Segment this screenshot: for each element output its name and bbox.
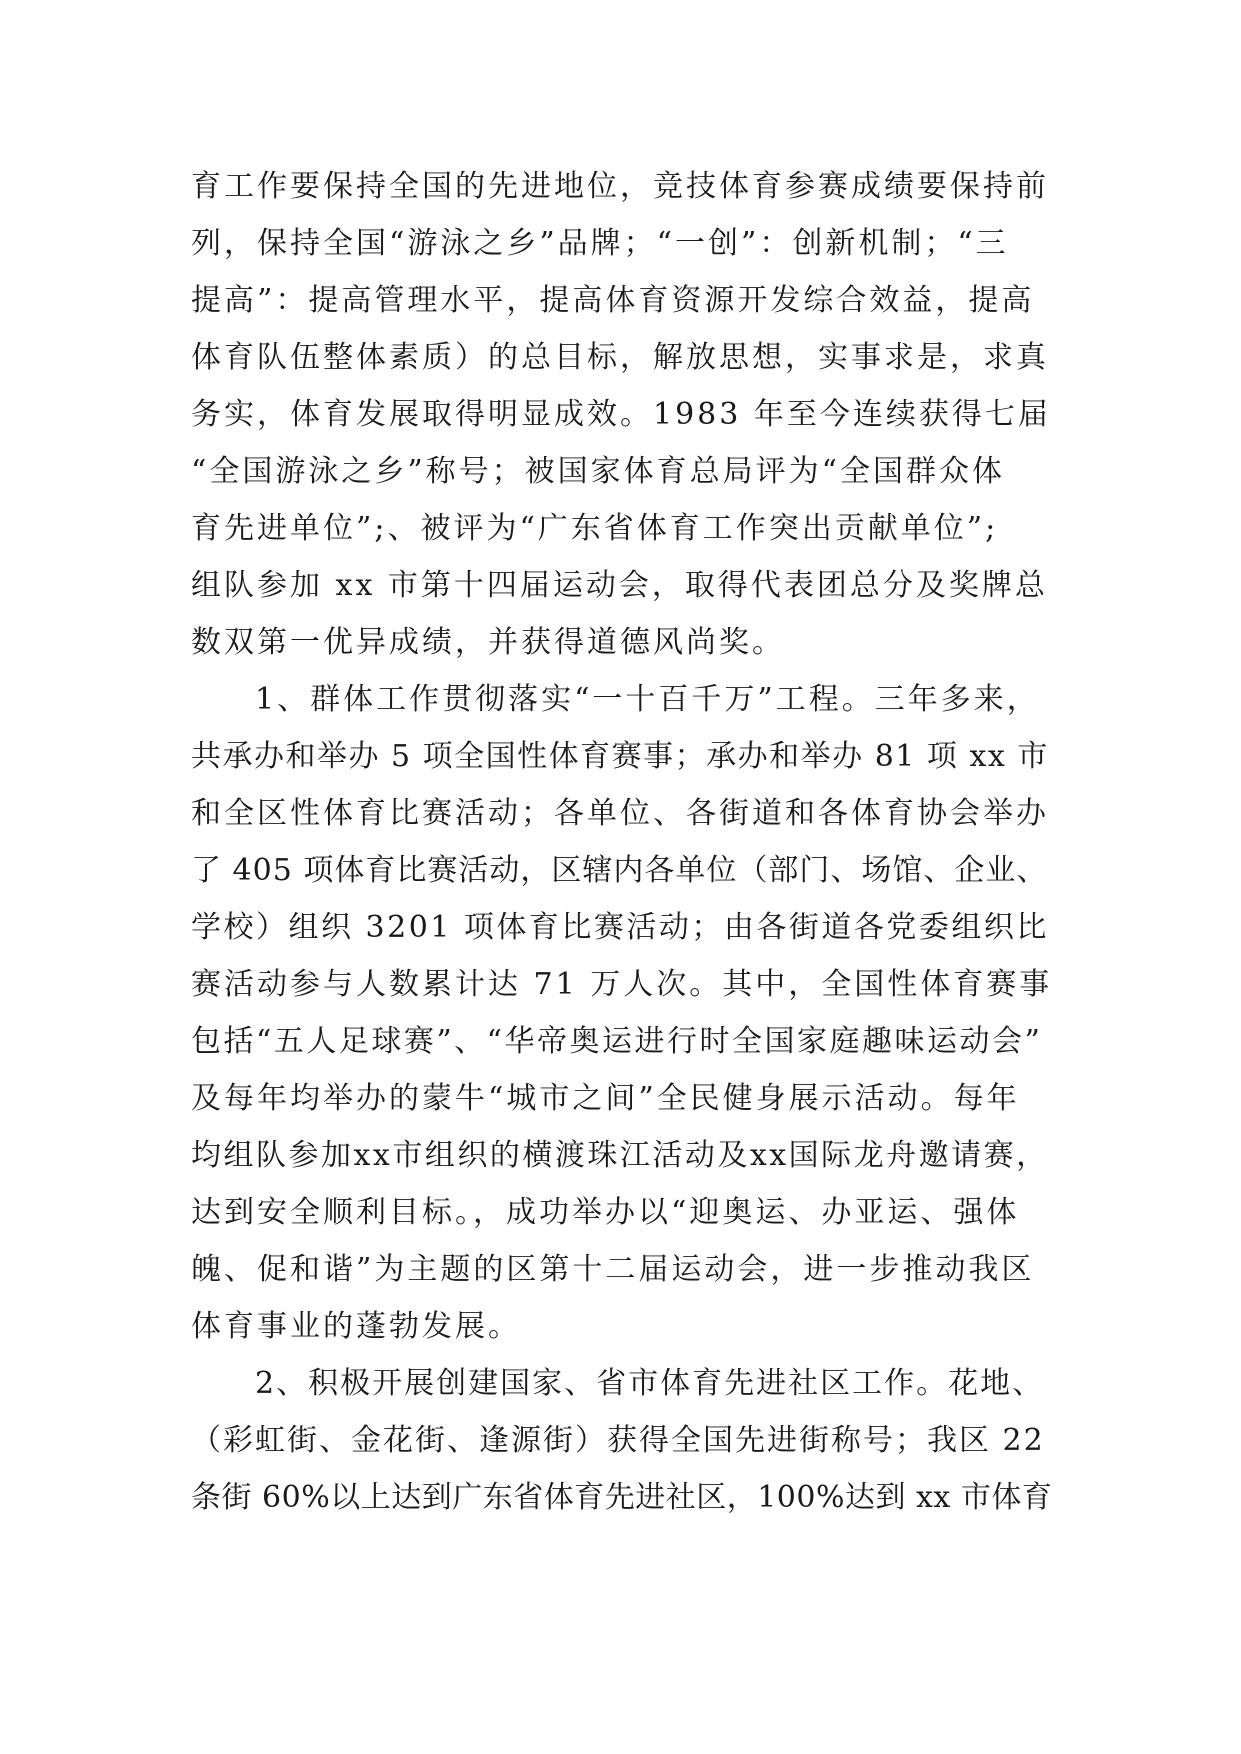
text-line: 育先进单位”;、被评为“广东省体育工作突出贡献单位”; (191, 511, 999, 546)
paragraph-start-line: 2、积极开展创建国家、省市体育先进社区工作。花地、 (255, 1366, 1045, 1401)
text-line: 均组队参加xx市组织的横渡珠江活动及xx国际龙舟邀请赛， (191, 1138, 1049, 1173)
text-line: 学校）组织 3201 项体育比赛活动；由各街道各党委组织比 (191, 910, 1049, 945)
text-line: 务实，体育发展取得明显成效。1983 年至今连续获得七届 (191, 397, 1051, 432)
text-line: 数双第一优异成绩，并获得道德风尚奖。 (191, 625, 785, 660)
body-text (191, 158, 1051, 1526)
text-line: “全国游泳之乡”称号；被国家体育总局评为“全国群众体 (191, 454, 1006, 489)
text-line: 条街 60%以上达到广东省体育先进社区，100%达到 xx 市体育 (191, 1480, 1053, 1515)
text-line: 列，保持全国“游泳之乡”品牌；“一创”：创新机制；“三 (191, 226, 1009, 261)
text-line: 提高”：提高管理水平，提高体育资源开发综合效益，提高 (191, 283, 1035, 318)
text-line: 达到安全顺利目标。，成功举办以“迎奥运、办亚运、强体 (191, 1195, 1020, 1230)
text-line: 体育队伍整体素质）的总目标，解放思想，实事求是，求真 (191, 340, 1049, 375)
text-line: 和全区性体育比赛活动；各单位、各街道和各体育协会举办 (191, 796, 1049, 831)
text-line: 体育事业的蓬勃发展。 (191, 1309, 521, 1344)
text-line: 了 405 项体育比赛活动，区辖内各单位（部门、场馆、企业、 (191, 853, 1048, 888)
text-line: 包括“五人足球赛”、“华帝奥运进行时全国家庭趣味运动会” (191, 1024, 1043, 1059)
text-line: 魄、促和谐”为主题的区第十二届运动会，进一步推动我区 (191, 1252, 1035, 1287)
text-line: （彩虹街、金花街、逢源街）获得全国先进街称号；我区 22 (191, 1423, 1045, 1458)
paragraph-start-line: 1、群体工作贯彻落实“一十百千万”工程。三年多来， (255, 682, 1040, 717)
text-line: 共承办和举办 5 项全国性体育赛事；承办和举办 81 项 xx 市 (191, 739, 1049, 774)
text-line: 育工作要保持全国的先进地位，竞技体育参赛成绩要保持前 (191, 169, 1049, 204)
text-line: 及每年均举办的蒙牛“城市之间”全民健身展示活动。每年 (191, 1081, 1020, 1116)
text-line: 组队参加 xx 市第十四届运动会，取得代表团总分及奖牌总 (191, 568, 1048, 603)
text-line: 赛活动参与人数累计达 71 万人次。其中，全国性体育赛事 (191, 967, 1053, 1002)
